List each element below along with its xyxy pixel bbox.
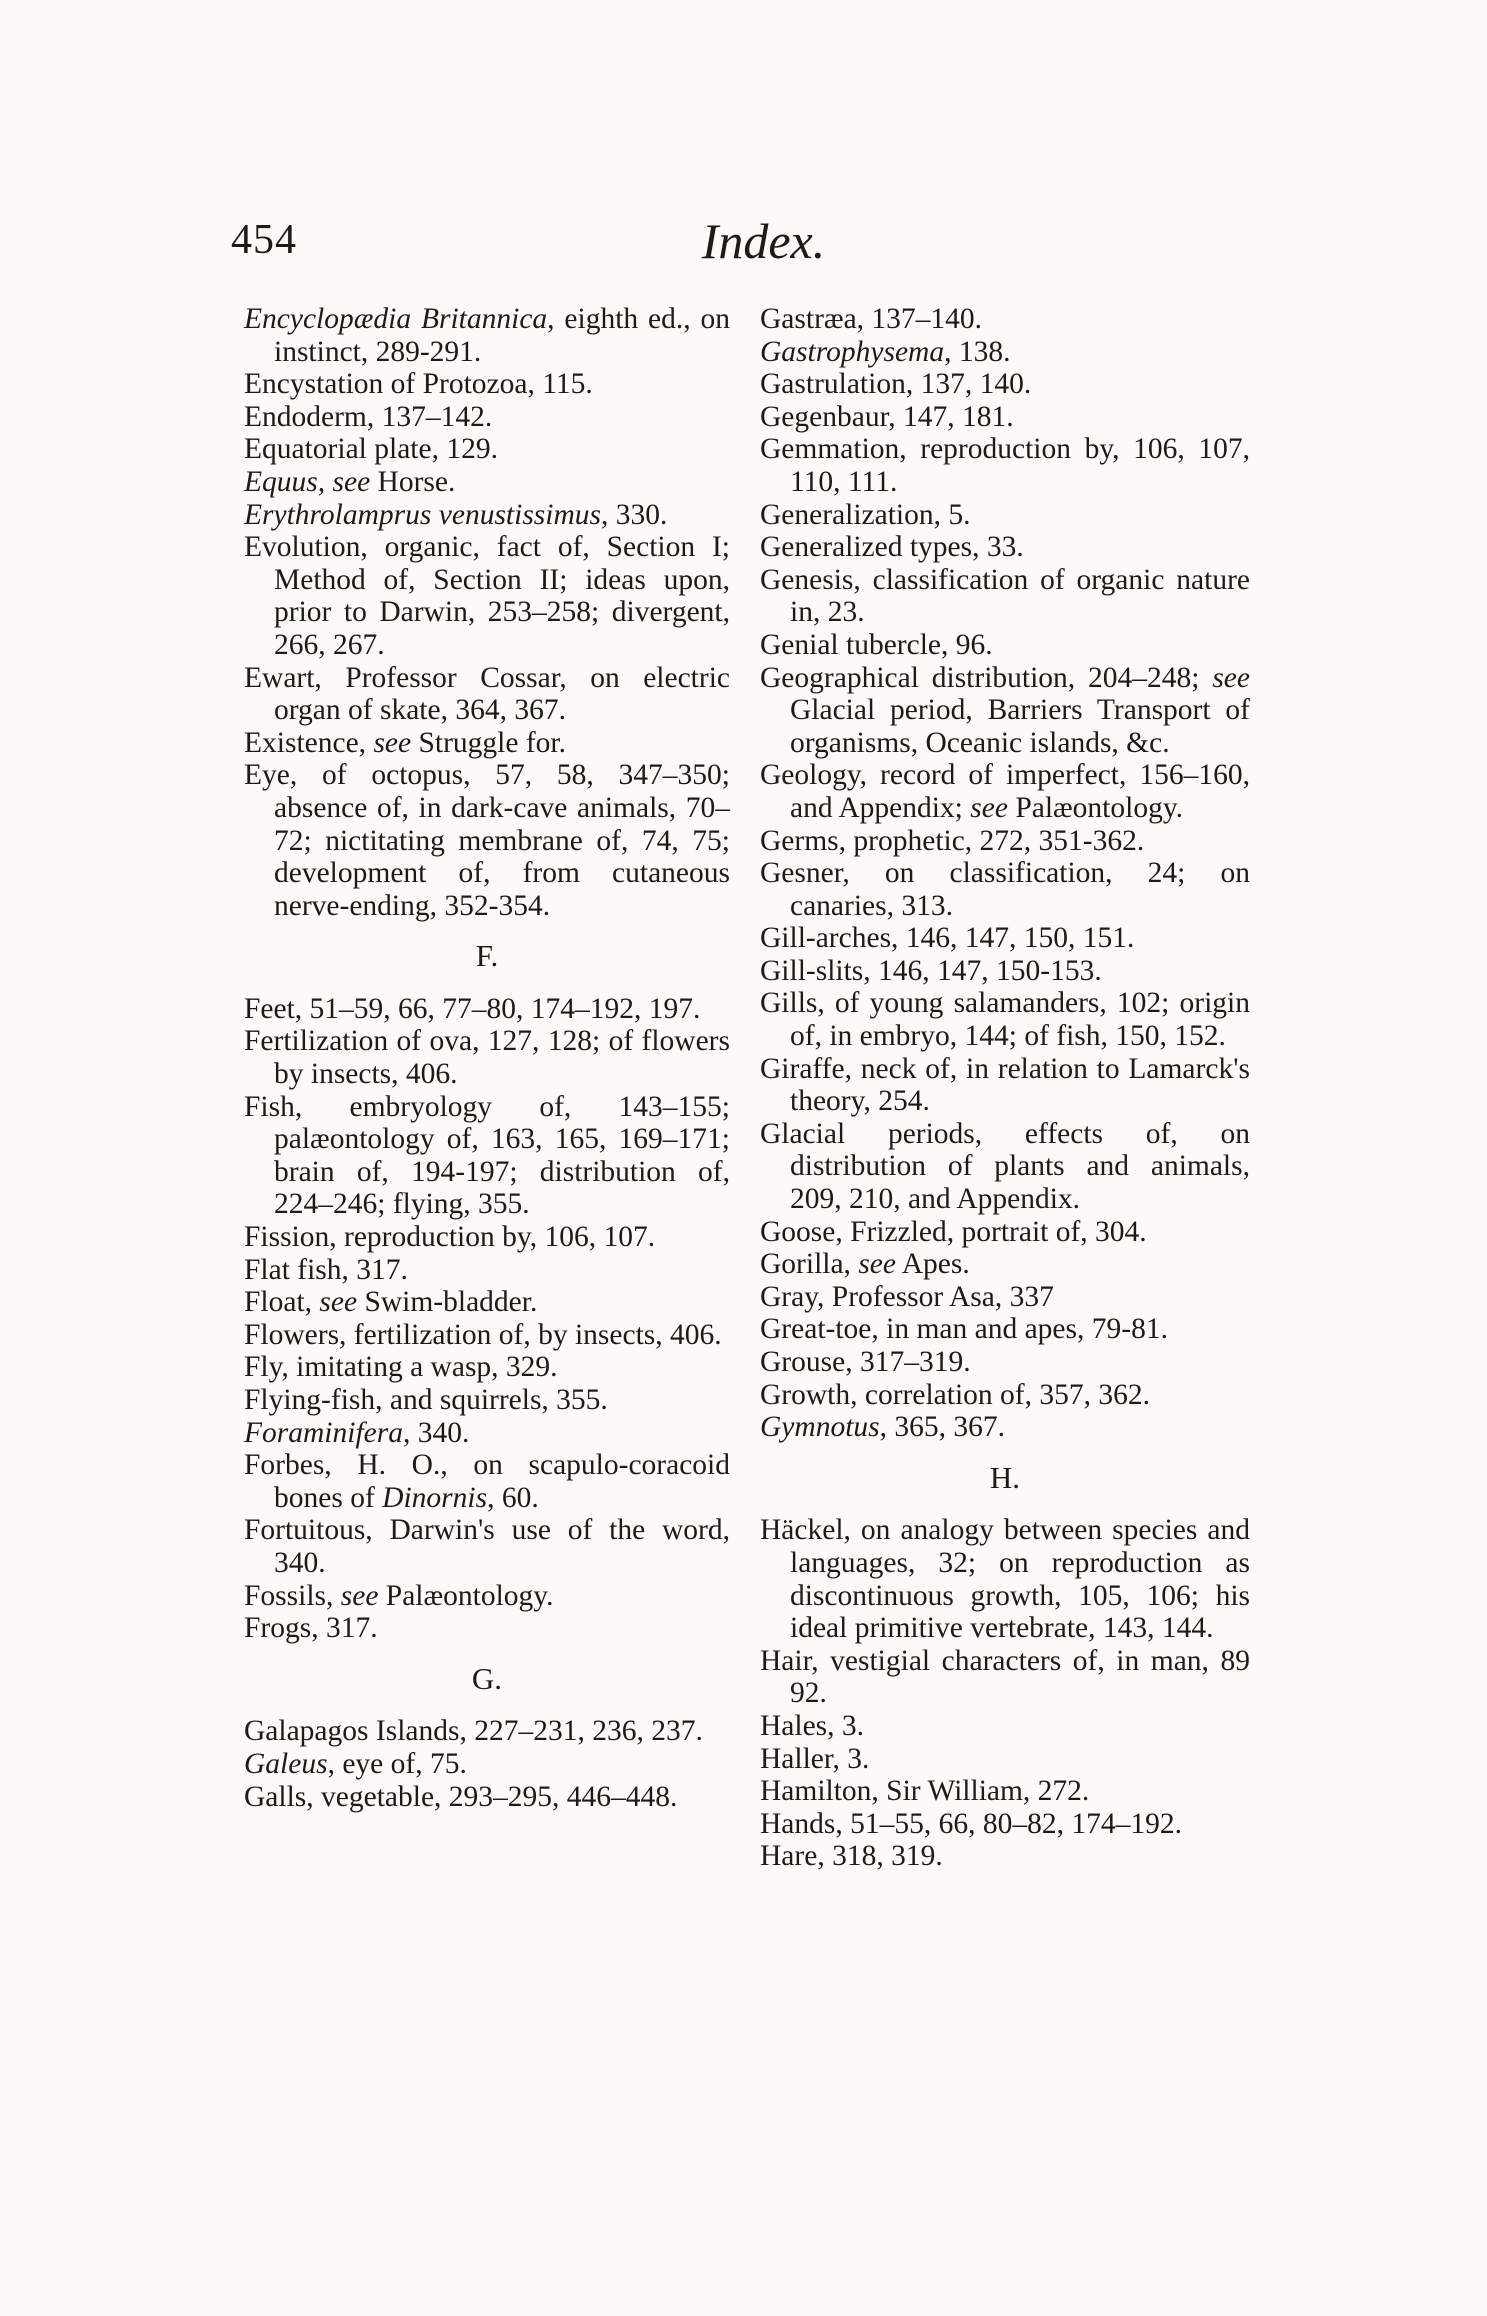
index-entry-text: Evolution, organic, fact of, Section I; Method of, Section II; ideas upon, prior to Darwin, 253–258; divergent, 266, 267.	[244, 531, 730, 661]
index-entry-text: Genial tubercle, 96.	[760, 628, 993, 661]
index-entry	[760, 1775, 1250, 1808]
index-entry-text: , 330.	[601, 498, 668, 531]
index-entry	[760, 1313, 1250, 1346]
index-entry-text: , 138.	[944, 335, 1011, 368]
index-entry-text: Galapagos Islands, 227–231, 236, 237.	[244, 1715, 703, 1748]
index-entry	[244, 1580, 730, 1613]
index-entry-text: Float,	[244, 1286, 320, 1319]
index-entry	[244, 1748, 730, 1781]
index-entry-text: Generalized types, 33.	[760, 531, 1024, 564]
index-entry-text: Geology, record of imperfect, 156–160, and Appendix;	[760, 759, 1250, 824]
index-entry	[244, 1221, 730, 1254]
index-entry-text: Frogs, 317.	[244, 1612, 378, 1645]
index-entry	[760, 1118, 1250, 1216]
index-entry-italic-text: Encyclopædia Britannica	[244, 303, 548, 335]
index-entry-text: Giraffe, neck of, in relation to Lamarck's theory, 254.	[760, 1052, 1250, 1118]
index-entry-text: Existence,	[244, 726, 374, 759]
index-entry-italic-text: see	[858, 1248, 896, 1281]
index-entry-text: Hare, 318, 319.	[760, 1840, 943, 1873]
index-entry-text: Gegenbaur, 147, 181.	[760, 400, 1014, 433]
index-entry	[760, 336, 1250, 369]
index-entry-italic-text: see	[340, 1579, 379, 1612]
index-entry	[244, 401, 730, 434]
index-entry-text: Goose, Frizzled, portrait of, 304.	[760, 1215, 1147, 1248]
index-entry-text: Gemmation, reproduction by, 106, 107, 110, 111.	[760, 433, 1250, 498]
index-entry-text: Galls, vegetable, 293–295, 446–448.	[244, 1780, 678, 1813]
index-entry	[760, 433, 1250, 498]
index-entry-text: Flowers, fertilization of, by insects, 406.	[244, 1318, 722, 1351]
index-entry	[244, 499, 730, 532]
index-entry	[760, 662, 1250, 760]
page-number: 454	[231, 217, 297, 263]
index-entry	[760, 564, 1250, 629]
index-entry-text: Haller, 3.	[760, 1742, 870, 1775]
index-entry	[244, 1254, 730, 1287]
index-entry-text: Gills, of young salamanders, 102; origin of, in embryo, 144; of fish, 150, 152.	[760, 987, 1250, 1053]
section-letter: F.	[475, 938, 499, 974]
index-entry-text: Gray, Professor Asa, 337	[760, 1280, 1054, 1313]
index-entry-text: Eye, of octopus, 57, 58, 347–350; absence of, in dark-cave animals, 70–72; nictitating membrane of, 74, 75; development of, from cutaneous nerve-ending, 352-354.	[244, 759, 730, 922]
index-entry	[760, 1743, 1250, 1776]
index-entry-italic-text: Dinornis	[382, 1481, 488, 1514]
index-entry-text: Glacial period, Barriers Transport of organisms, Oceanic islands, &c.	[790, 694, 1250, 759]
index-entry-text: Gill-arches, 146, 147, 150, 151.	[760, 922, 1135, 955]
index-column-left	[244, 303, 730, 1813]
index-entry-text: , eye of, 75.	[327, 1747, 467, 1780]
index-entry	[760, 987, 1250, 1052]
index-entry-text: Great-toe, in man and apes, 79-81.	[760, 1313, 1168, 1346]
index-entry	[760, 1248, 1250, 1281]
index-entry-text: , 60.	[487, 1481, 539, 1514]
index-entry-italic-text: Foraminifera	[244, 1416, 403, 1449]
index-entry-text: Flat fish, 317.	[244, 1253, 408, 1286]
index-entry-text: Struggle for.	[411, 726, 566, 759]
index-entry-text: Hands, 51–55, 66, 80–82, 174–192.	[760, 1807, 1183, 1840]
index-entry	[244, 531, 730, 661]
index-entry	[760, 368, 1250, 401]
index-entry	[244, 1417, 730, 1450]
index-entry	[244, 1025, 730, 1090]
index-entry-italic-text: see	[1212, 661, 1250, 694]
index-entry-italic-text: Gastrophysema	[760, 335, 945, 368]
index-entry-italic-text: Galeus	[244, 1747, 328, 1780]
index-entry-text: , 365, 367.	[879, 1411, 1006, 1444]
index-entry	[760, 1379, 1250, 1412]
index-entry-text: Endoderm, 137–142.	[244, 400, 493, 433]
index-entry-text: Fertilization of ova, 127, 128; of flowers by insects, 406.	[244, 1025, 730, 1091]
index-entry-text: Palæontology.	[378, 1579, 554, 1612]
index-entry	[760, 1710, 1250, 1743]
index-entry-text: Glacial periods, effects of, on distribution of plants and animals, 209, 210, and Appendix.	[760, 1117, 1250, 1216]
index-entry	[244, 1781, 730, 1814]
index-column-right	[760, 303, 1250, 1873]
index-entry	[244, 759, 730, 922]
index-entry-text: Ewart, Professor Cossar, on electric organ of skate, 364, 367.	[244, 661, 730, 727]
index-entry-text: Feet, 51–59, 66, 77–80, 174–192, 197.	[244, 992, 701, 1025]
index-entry	[760, 499, 1250, 532]
index-entry-text: Equatorial plate, 129.	[244, 433, 498, 466]
index-entry	[760, 1514, 1250, 1644]
index-entry	[760, 401, 1250, 434]
index-entry-text: Fossils,	[244, 1579, 341, 1612]
index-entry-text: Geographical distribution, 204–248;	[760, 661, 1213, 694]
index-entry	[760, 1840, 1250, 1873]
index-entry-text: Häckel, on analogy between species and languages, 32; on reproduction as discontinuous growth, 105, 106; his ideal primitive vertebrate, 143, 144.	[760, 1514, 1250, 1645]
index-entry	[760, 1808, 1250, 1841]
index-entry-italic-text: Gymnotus	[760, 1411, 880, 1444]
index-entry-text: Fly, imitating a wasp, 329.	[244, 1351, 558, 1384]
index-entry-text: Hamilton, Sir William, 272.	[760, 1775, 1090, 1808]
index-entry-text: Gastrulation, 137, 140.	[760, 368, 1032, 401]
index-entry-text: Fish, embryology of, 143–155; palæontology of, 163, 165, 169–171; brain of, 194-197; distribution of, 224–246; flying, 355.	[244, 1090, 730, 1221]
index-entry-text: Gill-slits, 146, 147, 150-153.	[760, 954, 1102, 987]
index-entry	[244, 303, 730, 368]
index-entry	[244, 1384, 730, 1417]
index-entry	[244, 727, 730, 760]
index-entry-text: Hales, 3.	[760, 1709, 865, 1742]
index-entry	[244, 1286, 730, 1319]
index-entry-text: Gorilla,	[760, 1248, 859, 1281]
index-entry-text: Palæontology.	[1007, 791, 1184, 824]
index-entry	[244, 466, 730, 499]
index-entry-text: , eighth ed., on instinct, 289-291.	[274, 303, 730, 368]
index-entry	[760, 1346, 1250, 1379]
index-entry	[760, 531, 1250, 564]
index-entry-text: Forbes, H. O., on scapulo-coracoid bones of	[244, 1449, 730, 1514]
index-entry	[244, 1091, 730, 1221]
index-entry	[760, 825, 1250, 858]
index-entry-text: Horse.	[370, 465, 456, 498]
index-entry	[244, 1612, 730, 1645]
index-entry	[760, 1053, 1250, 1118]
index-entry-text: Fortuitous, Darwin's use of the word, 340.	[244, 1514, 730, 1579]
index-entry	[244, 662, 730, 727]
index-entry	[760, 955, 1250, 988]
index-entry	[244, 993, 730, 1026]
index-entry-text: Gastræa, 137–140.	[760, 303, 983, 335]
index-entry-text: Fission, reproduction by, 106, 107.	[244, 1221, 656, 1254]
index-entry	[244, 1351, 730, 1384]
index-entry-italic-text: see	[970, 791, 1008, 824]
index-entry	[244, 368, 730, 401]
index-entry-text: Genesis, classification of organic nature in, 23.	[760, 563, 1250, 629]
index-entry	[760, 1411, 1250, 1444]
index-entry-text: Apes.	[895, 1248, 970, 1281]
index-entry-text: Swim-bladder.	[357, 1286, 538, 1319]
index-entry	[244, 1319, 730, 1352]
index-entry	[244, 1715, 730, 1748]
index-entry-text: Flying-fish, and squirrels, 355.	[244, 1384, 608, 1416]
index-entry	[760, 759, 1250, 824]
index-entry-text: Grouse, 317–319.	[760, 1346, 971, 1378]
index-entry-italic-text: see	[373, 726, 412, 759]
index-entry-text: , 340.	[402, 1416, 470, 1449]
index-entry-italic-text: see	[319, 1286, 358, 1319]
index-entry	[244, 1449, 730, 1514]
index-entry-text: Encystation of Protozoa, 115.	[244, 368, 593, 401]
index-entry-italic-text: Equus, see	[244, 465, 371, 498]
index-entry-text: Gesner, on classification, 24; on canaries, 313.	[760, 857, 1250, 922]
index-entry	[760, 629, 1250, 662]
section-letter: G.	[471, 1660, 503, 1696]
section-letter: H.	[989, 1459, 1021, 1495]
index-entry	[760, 303, 1250, 336]
index-entry	[760, 1281, 1250, 1314]
index-entry	[760, 1645, 1250, 1710]
index-entry	[760, 857, 1250, 922]
index-entry	[760, 1216, 1250, 1249]
index-entry	[760, 922, 1250, 955]
index-entry-text: Germs, prophetic, 272, 351-362.	[760, 824, 1145, 857]
running-title: Index.	[701, 213, 826, 269]
index-entry-text: Growth, correlation of, 357, 362.	[760, 1378, 1150, 1411]
index-entry	[244, 1514, 730, 1579]
index-entry-text: Hair, vestigial characters of, in man, 89 92.	[760, 1644, 1250, 1710]
index-entry-text: Generalization, 5.	[760, 498, 971, 531]
index-entry	[244, 433, 730, 466]
index-entry-italic-text: Erythrolamprus venustissimus	[244, 498, 602, 531]
